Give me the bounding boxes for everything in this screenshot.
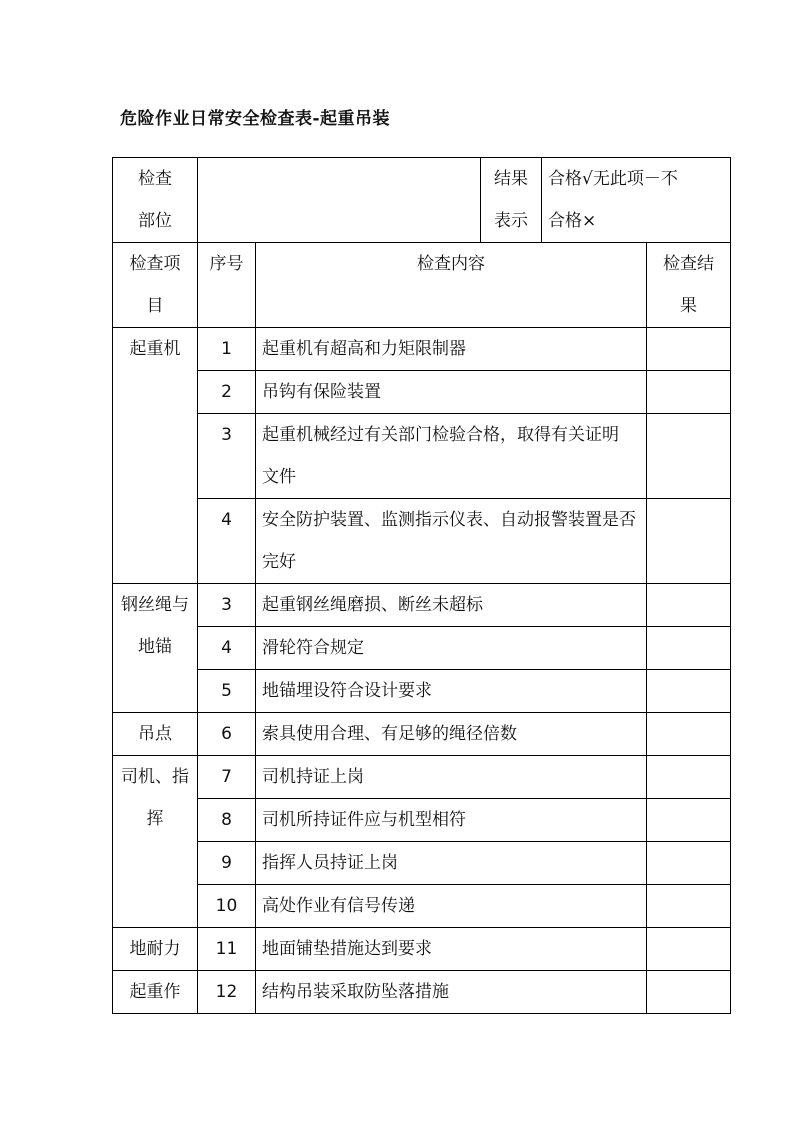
result-label-cell bbox=[481, 158, 542, 243]
col-result-cell bbox=[647, 243, 731, 328]
table-row bbox=[113, 499, 731, 584]
row-no: 8 bbox=[198, 799, 256, 842]
table-row bbox=[113, 713, 731, 756]
table-row bbox=[113, 842, 731, 885]
row-no: 4 bbox=[198, 627, 256, 670]
row-result-cell[interactable] bbox=[647, 670, 731, 713]
table-row bbox=[113, 799, 731, 842]
row-content bbox=[256, 499, 647, 584]
row-result-cell[interactable] bbox=[647, 928, 731, 971]
category-cell bbox=[113, 713, 198, 756]
col-no: 序号 bbox=[209, 254, 244, 274]
row-result-cell[interactable] bbox=[647, 627, 731, 670]
result-legend-cell bbox=[542, 158, 731, 243]
table-row bbox=[113, 627, 731, 670]
row-result-cell[interactable] bbox=[647, 414, 731, 499]
category-cell bbox=[113, 971, 198, 1014]
row-result-cell[interactable] bbox=[647, 584, 731, 627]
table-row bbox=[113, 670, 731, 713]
col-content: 检查内容 bbox=[417, 254, 485, 274]
row-content: 地锚埋设符合设计要求 bbox=[256, 670, 647, 713]
category-label: 钢丝绳与地锚 bbox=[121, 595, 189, 657]
part-label: 检查部位 bbox=[137, 169, 172, 231]
row-content: 指挥人员持证上岗 bbox=[256, 842, 647, 885]
table-row bbox=[113, 371, 731, 414]
category-label: 地耐力 bbox=[129, 939, 181, 959]
row-no: 11 bbox=[198, 928, 256, 971]
row-no: 10 bbox=[198, 885, 256, 928]
col-content-cell bbox=[256, 243, 647, 328]
table-row bbox=[113, 971, 731, 1014]
row-result-cell[interactable] bbox=[647, 713, 731, 756]
row-content: 司机所持证件应与机型相符 bbox=[256, 799, 647, 842]
category-label: 吊点 bbox=[138, 724, 172, 744]
row-no: 3 bbox=[198, 584, 256, 627]
row-no: 3 bbox=[198, 414, 256, 499]
row-content: 索具使用合理、有足够的绳径倍数 bbox=[256, 713, 647, 756]
row-no: 2 bbox=[198, 371, 256, 414]
part-label-cell bbox=[113, 158, 198, 243]
col-no-cell bbox=[198, 243, 256, 328]
row-no: 7 bbox=[198, 756, 256, 799]
category-cell bbox=[113, 328, 198, 584]
table-row bbox=[113, 885, 731, 928]
row-result-cell[interactable] bbox=[647, 499, 731, 584]
row-no: 12 bbox=[198, 971, 256, 1014]
category-label: 起重机 bbox=[129, 339, 181, 359]
row-content: 结构吊装采取防坠落措施 bbox=[256, 971, 647, 1014]
category-cell bbox=[113, 756, 198, 928]
row-result-cell[interactable] bbox=[647, 971, 731, 1014]
col-result: 检查结果 bbox=[662, 254, 714, 316]
row-no: 1 bbox=[198, 328, 256, 371]
page-title: 危险作业日常安全检查表-起重吊装 bbox=[120, 109, 391, 129]
row-result-cell[interactable] bbox=[647, 328, 731, 371]
table-row bbox=[113, 584, 731, 627]
row-result-cell[interactable] bbox=[647, 799, 731, 842]
part-value-cell[interactable] bbox=[198, 158, 481, 243]
row-content bbox=[256, 414, 647, 499]
header-row bbox=[113, 158, 731, 243]
row-content: 高处作业有信号传递 bbox=[256, 885, 647, 928]
result-label: 结果表示 bbox=[493, 169, 528, 231]
result-legend: 合格√无此项－不合格× bbox=[548, 169, 678, 231]
category-label: 司机、指挥 bbox=[120, 767, 189, 829]
row-no: 4 bbox=[198, 499, 256, 584]
category-cell bbox=[113, 584, 198, 713]
row-result-cell[interactable] bbox=[647, 842, 731, 885]
row-content: 吊钩有保险装置 bbox=[256, 371, 647, 414]
inspection-table bbox=[112, 157, 731, 1014]
table-row bbox=[113, 328, 731, 371]
row-content: 司机持证上岗 bbox=[256, 756, 647, 799]
row-content-text: 起重机械经过有关部门检验合格，取得有关证明文件 bbox=[262, 425, 619, 487]
row-content: 起重机有超高和力矩限制器 bbox=[256, 328, 647, 371]
row-content-text: 安全防护装置、监测指示仪表、自动报警装置是否完好 bbox=[262, 510, 636, 572]
col-item-cell bbox=[113, 243, 198, 328]
table-row bbox=[113, 928, 731, 971]
row-no: 6 bbox=[198, 713, 256, 756]
row-content: 地面铺垫措施达到要求 bbox=[256, 928, 647, 971]
table-row bbox=[113, 756, 731, 799]
row-content: 起重钢丝绳磨损、断丝未超标 bbox=[256, 584, 647, 627]
row-content: 滑轮符合规定 bbox=[256, 627, 647, 670]
category-label: 起重作 bbox=[129, 982, 181, 1002]
row-result-cell[interactable] bbox=[647, 885, 731, 928]
table-row bbox=[113, 414, 731, 499]
row-no: 9 bbox=[198, 842, 256, 885]
col-item: 检查项目 bbox=[129, 254, 181, 316]
column-header-row bbox=[113, 243, 731, 328]
row-no: 5 bbox=[198, 670, 256, 713]
row-result-cell[interactable] bbox=[647, 756, 731, 799]
category-cell bbox=[113, 928, 198, 971]
row-result-cell[interactable] bbox=[647, 371, 731, 414]
